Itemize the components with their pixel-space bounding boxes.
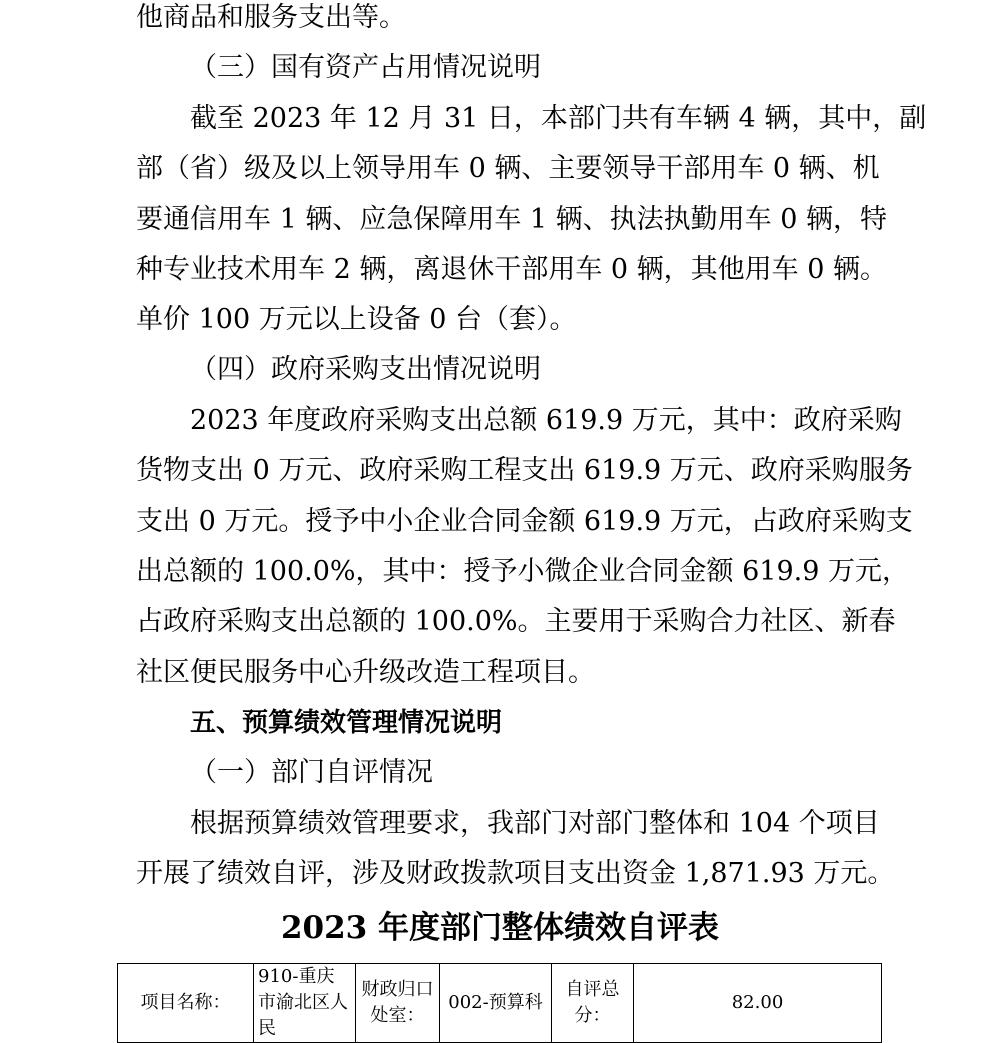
finance-office-value: 002-预算科 — [440, 964, 552, 1043]
paragraph-line: 部（省）级及以上领导用车 0 辆、主要领导干部用车 0 辆、机 — [136, 153, 880, 184]
table-title: 2023 年度部门整体绩效自评表 — [280, 910, 720, 946]
project-name-value: 910-重庆市渝北区人民 — [254, 964, 356, 1043]
subsection-heading-self-evaluation: （一）部门自评情况 — [190, 757, 433, 788]
paragraph-line: 截至 2023 年 12 月 31 日，本部门共有车辆 4 辆，其中，副 — [190, 103, 927, 134]
performance-evaluation-table — [117, 963, 882, 1043]
paragraph-line: 货物支出 0 万元、政府采购工程支出 619.9 万元、政府采购服务 — [136, 455, 913, 486]
paragraph-line: 支出 0 万元。授予中小企业合同金额 619.9 万元，占政府采购支 — [136, 506, 913, 537]
paragraph-line: 2023 年度政府采购支出总额 619.9 万元，其中：政府采购 — [190, 405, 902, 436]
self-score-label: 自评总分： — [552, 964, 634, 1043]
project-name-label: 项目名称： — [118, 964, 254, 1043]
section-heading-procurement: （四）政府采购支出情况说明 — [190, 354, 541, 385]
section-heading-budget-performance: 五、预算绩效管理情况说明 — [190, 708, 503, 738]
paragraph-line: 根据预算绩效管理要求，我部门对部门整体和 104 个项目 — [190, 808, 880, 839]
section-heading-assets: （三）国有资产占用情况说明 — [190, 52, 541, 83]
paragraph-line: 社区便民服务中心升级改造工程项目。 — [136, 657, 595, 688]
paragraph-line: 占政府采购支出总额的 100.0%。主要用于采购合力社区、新春 — [136, 606, 896, 637]
paragraph-line: 单价 100 万元以上设备 0 台（套）。 — [136, 304, 577, 335]
finance-office-label: 财政归口处室： — [356, 964, 440, 1043]
paragraph-line: 要通信用车 1 辆、应急保障用车 1 辆、执法执勤用车 0 辆，特 — [136, 204, 888, 235]
paragraph-line: 开展了绩效自评，涉及财政拨款项目支出资金 1,871.93 万元。 — [136, 858, 895, 889]
paragraph-line: 种专业技术用车 2 辆，离退休干部用车 0 辆，其他用车 0 辆。 — [136, 254, 888, 285]
self-score-value: 82.00 — [634, 964, 882, 1043]
table-row — [118, 964, 882, 1043]
paragraph-line: 出总额的 100.0%，其中：授予小微企业合同金额 619.9 万元， — [136, 556, 909, 587]
paragraph-line: 他商品和服务支出等。 — [136, 2, 406, 33]
